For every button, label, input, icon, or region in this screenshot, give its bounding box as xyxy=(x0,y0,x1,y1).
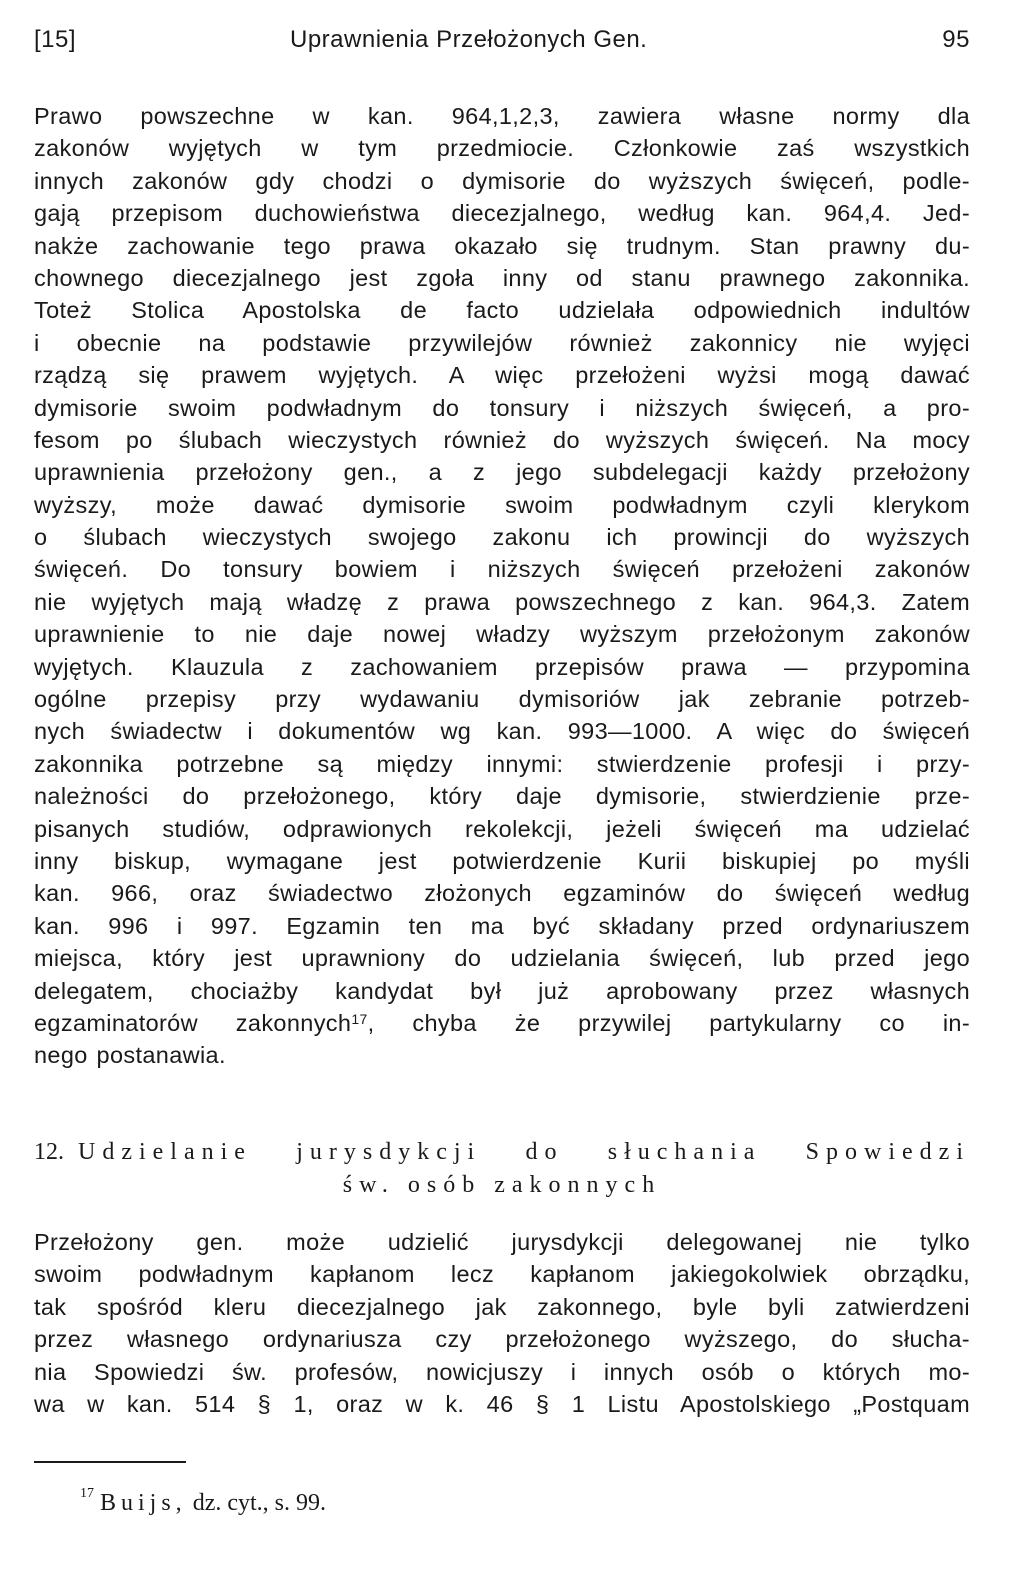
text-line: chownego diecezjalnego jest zgoła inny od stanu prawnego zakonnika. xyxy=(34,264,970,291)
text-line: tak spośród kleru diecezjalnego jak zakonnego, byle byli zatwierdzeni xyxy=(34,1293,970,1320)
text-line: Toteż Stolica Apostolska de facto udzielała odpowiednich indultów xyxy=(34,297,970,324)
text-line: inny biskup, wymagane jest potwierdzenie Kurii biskupiej po myśli xyxy=(34,847,970,874)
text-line: pisanych studiów, odprawionych rekolekcji, jeżeli święceń ma udzielać xyxy=(34,815,970,842)
text-fragment: egzaminatorów zakonnych xyxy=(34,1009,352,1036)
paragraph-jurisdiction xyxy=(34,1226,970,1420)
footnote-divider xyxy=(34,1461,186,1463)
text-line: o ślubach wieczystych swojego zakonu ich prowincji do wyższych xyxy=(34,524,970,551)
text-line: dymisorie swoim podwładnym do tonsury i niższych święceń, a pro- xyxy=(34,394,970,421)
text-line: wyjętych. Klauzula z zachowaniem przepisów prawa — przypomina xyxy=(34,653,970,680)
text-line: Przełożony gen. może udzielić jurysdykcji delegowanej nie tylko xyxy=(34,1229,970,1255)
footnote xyxy=(80,1486,326,1517)
text-line: nie wyjętych mają władzę z prawa powszechnego z kan. 964,3. Zatem xyxy=(34,588,970,615)
text-line: kan. 966, oraz świadectwo złożonych egzaminów do święceń według xyxy=(34,880,970,907)
text-line: zakonnika potrzebne są między innymi: stwierdzenie profesji i przy- xyxy=(34,750,970,777)
running-title: Uprawnienia Przełożonych Gen. xyxy=(290,26,648,53)
text-line: ogólne przepisy przy wydawaniu dymisoriów jak zebranie potrzeb- xyxy=(34,686,970,713)
text-line: nego postanawia. xyxy=(34,1042,226,1069)
text-line: uprawnienia przełożony gen., a z jego subdelegacji każdy przełożony xyxy=(34,459,970,486)
text-line: swoim podwładnym kapłanom lecz kapłanom jakiegokolwiek obrządku, xyxy=(34,1261,970,1288)
text-line: nych świadectw i dokumentów wg kan. 993—1000. A więc do święceń xyxy=(34,718,970,745)
text-line: przez własnego ordynariusza czy przełożonego wyższego, do słucha- xyxy=(34,1326,970,1353)
text-line: zakonów wyjętych w tym przedmiocie. Członkowie zaś wszystkich xyxy=(34,135,970,162)
section-heading-line1 xyxy=(34,1136,970,1169)
section-number: 12. xyxy=(34,1139,64,1165)
text-fragment: , chyba że przywilej partykularny co in- xyxy=(367,1009,970,1036)
footnote-number: 17 xyxy=(80,1486,94,1501)
paragraph-dimissorial-letters xyxy=(34,100,970,1072)
text-line: nakże zachowanie tego prawa okazało się trudnym. Stan prawny du- xyxy=(34,232,970,259)
footnote-citation: dz. cyt., s. 99. xyxy=(192,1490,326,1516)
text-line: należności do przełożonego, który daje dymisorie, stwierdzienie prze- xyxy=(34,783,970,810)
text-line: rządzą się prawem wyjętych. A więc przełożeni wyżsi mogą dawać xyxy=(34,362,970,389)
text-line: wa w kan. 514 § 1, oraz w k. 46 § 1 Listu Apostolskiego „Postquam xyxy=(34,1390,970,1417)
page-number: 95 xyxy=(942,26,970,53)
section-title-text-1: Udzielanie jurysdykcji do słuchania Spowiedzi xyxy=(78,1139,970,1165)
text-line: innych zakonów gdy chodzi o dymisorie do wyższych święceń, podle- xyxy=(34,167,970,194)
text-line: fesom po ślubach wieczystych również do wyższych święceń. Na mocy xyxy=(34,426,970,453)
text-line-with-footnote xyxy=(34,1007,970,1039)
running-header xyxy=(34,26,970,60)
text-line: i obecnie na podstawie przywilejów również zakonnicy nie wyjęci xyxy=(34,329,970,356)
text-line: Prawo powszechne w kan. 964,1,2,3, zawiera własne normy dla xyxy=(34,103,970,129)
text-line: uprawnienie to nie daje nowej władzy wyższym przełożonym zakonów xyxy=(34,621,970,648)
text-line: święceń. Do tonsury bowiem i niższych święceń przełożeni zakonów xyxy=(34,556,970,583)
section-heading-line2: św. osób zakonnych xyxy=(342,1172,662,1198)
text-line: delegatem, chociażby kandydat był już aprobowany przez własnych xyxy=(34,977,970,1004)
text-line: wyższy, może dawać dymisorie swoim podwładnym czyli klerykom xyxy=(34,491,970,518)
text-line: kan. 996 i 997. Egzamin ten ma być składany przed ordynariuszem xyxy=(34,912,970,939)
text-line: miejsca, który jest uprawniony do udzielania święceń, lub przed jego xyxy=(34,945,970,972)
footnote-author: Buijs, xyxy=(100,1490,187,1516)
section-marker: [15] xyxy=(34,26,77,53)
text-line: gają przepisom duchowieństwa diecezjalnego, według kan. 964,4. Jed- xyxy=(34,200,970,227)
text-line: nia Spowiedzi św. profesów, nowicjuszy i innych osób o których mo- xyxy=(34,1358,970,1385)
section-heading xyxy=(34,1136,970,1202)
footnote-reference: 17 xyxy=(351,1010,368,1027)
